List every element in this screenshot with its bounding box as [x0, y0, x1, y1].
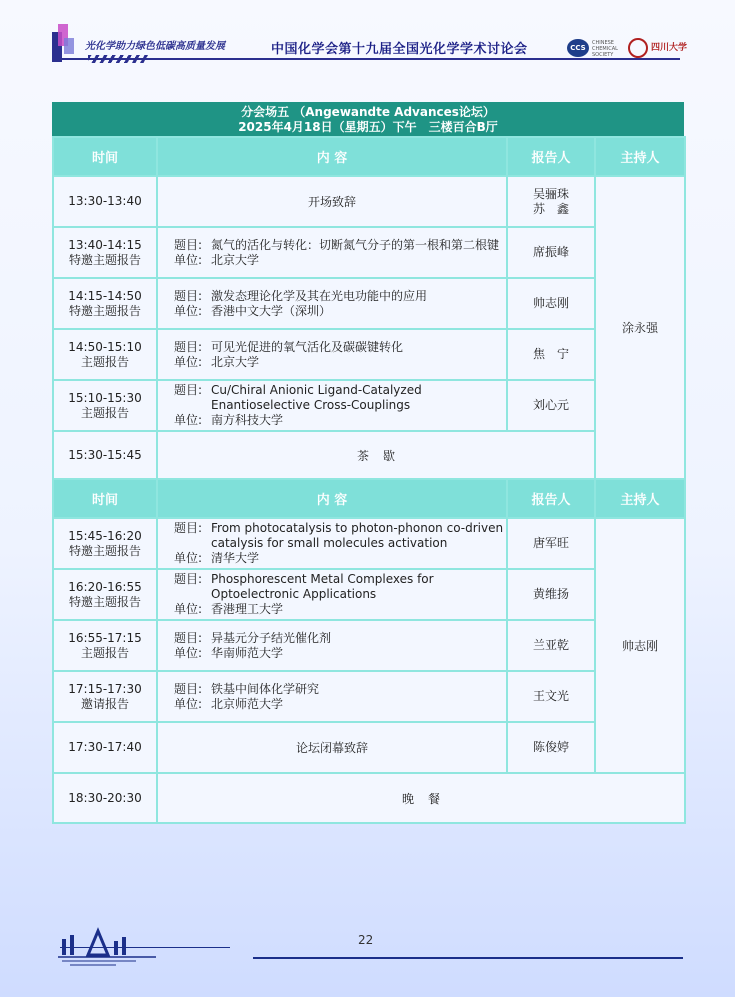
table-row — [53, 329, 685, 380]
speaker-cell: 黄维扬 — [507, 569, 595, 620]
talk-topic: 铁基中间体化学研究 — [211, 681, 320, 696]
col-speaker-header: 报告人 — [507, 137, 595, 176]
col-host-header: 主持人 — [595, 137, 685, 176]
col-content-header: 内 容 — [157, 479, 507, 518]
table-row — [53, 227, 685, 278]
speaker-cell: 王文光 — [507, 671, 595, 722]
session-title-line1: 分会场五 （Angewandte Advances论坛） — [241, 105, 495, 119]
time-cell: 15:45-16:20 特邀主题报告 — [53, 518, 157, 569]
content-cell: 题目: From photocatalysis to photon-phonon co-driven catalysis for small molecules activation 单位: 清华大学 — [157, 518, 507, 569]
footer-skyline-icon — [56, 925, 166, 967]
speaker-cell: 焦 宁 — [507, 329, 595, 380]
content-cell: 开场致辞 — [157, 176, 507, 227]
university-seal-icon — [628, 38, 648, 58]
table-header-row — [53, 479, 685, 518]
break-row — [53, 431, 685, 479]
session-title — [52, 102, 684, 136]
host-cell: 涂永强 — [595, 176, 685, 479]
content-cell: 题目: 异基元分子结光催化剂 单位: 华南师范大学 — [157, 620, 507, 671]
content-cell: 题目: Phosphorescent Metal Complexes for Optoelectronic Applications 单位: 香港理工大学 — [157, 569, 507, 620]
talk-unit: 北京大学 — [211, 252, 260, 267]
footer-rule-short — [60, 947, 230, 948]
talk-unit: 北京大学 — [211, 354, 260, 369]
speaker-cell: 刘心元 — [507, 380, 595, 431]
col-host-header: 主持人 — [595, 479, 685, 518]
time-cell: 16:20-16:55 特邀主题报告 — [53, 569, 157, 620]
time-cell: 13:40-14:15 特邀主题报告 — [53, 227, 157, 278]
time-cell: 15:10-15:30 主题报告 — [53, 380, 157, 431]
content-cell: 题目: 激发态理论化学及其在光电功能中的应用 单位: 香港中文大学（深圳） — [157, 278, 507, 329]
talk-topic: From photocatalysis to photon-phonon co-driven catalysis for small molecules activation — [211, 521, 504, 550]
talk-unit: 北京师范大学 — [211, 696, 284, 711]
talk-topic: Cu/Chiral Anionic Ligand-Catalyzed Enantioselective Cross-Couplings — [211, 383, 422, 412]
content-cell: 论坛闭幕致辞 — [157, 722, 507, 773]
header-stripes — [88, 55, 148, 63]
session-title-line2: 2025年4月18日（星期五）下午 三楼百合B厅 — [238, 120, 498, 134]
table-row — [53, 278, 685, 329]
col-time-header: 时间 — [53, 479, 157, 518]
ccs-logo-icon: CCS — [567, 39, 589, 57]
talk-unit: 清华大学 — [211, 551, 260, 565]
content-cell: 题目: 氮气的活化与转化：切断氮气分子的第一根和第二根键 单位: 北京大学 — [157, 227, 507, 278]
col-content-header: 内 容 — [157, 137, 507, 176]
talk-topic: 异基元分子结光催化剂 — [211, 630, 332, 645]
col-time-header: 时间 — [53, 137, 157, 176]
content-cell: 题目: 可见光促进的氧气活化及碳碳键转化 单位: 北京大学 — [157, 329, 507, 380]
talk-topic: 激发态理论化学及其在光电功能中的应用 — [211, 288, 428, 303]
talk-topic: 氮气的活化与转化：切断氮气分子的第一根和第二根键 — [211, 237, 500, 252]
time-cell: 14:15-14:50 特邀主题报告 — [53, 278, 157, 329]
speaker-cell: 兰亚乾 — [507, 620, 595, 671]
col-speaker-header: 报告人 — [507, 479, 595, 518]
content-cell: 题目: Cu/Chiral Anionic Ligand-Catalyzed Enantioselective Cross-Couplings 单位: 南方科技大学 — [157, 380, 507, 431]
ccs-logo-text: CHINESE CHEMICAL SOCIETY — [592, 40, 618, 58]
speaker-cell: 席振峰 — [507, 227, 595, 278]
time-cell: 17:15-17:30 邀请报告 — [53, 671, 157, 722]
table-row — [53, 380, 685, 431]
host-cell: 帅志刚 — [595, 518, 685, 773]
time-cell: 13:30-13:40 — [53, 176, 157, 227]
header-title: 中国化学会第十九届全国光化学学术讨论会 — [271, 42, 528, 57]
page-header — [0, 0, 735, 80]
university-logo-text: 四川大学 — [651, 43, 688, 53]
talk-unit: 南方科技大学 — [211, 413, 284, 427]
table-row — [53, 722, 685, 773]
talk-unit: 华南师范大学 — [211, 645, 284, 660]
break-cell: 茶歇 — [157, 431, 595, 479]
page-number: 22 — [358, 933, 374, 947]
content-cell: 题目: 铁基中间体化学研究 单位: 北京师范大学 — [157, 671, 507, 722]
table-row — [53, 518, 685, 569]
speaker-cell: 陈俊婷 — [507, 722, 595, 773]
talk-topic: 可见光促进的氧气活化及碳碳键转化 — [211, 339, 404, 354]
speaker-cell: 唐军旺 — [507, 518, 595, 569]
table-row — [53, 176, 685, 227]
table-row — [53, 569, 685, 620]
table-row — [53, 671, 685, 722]
talk-unit: 香港理工大学 — [211, 602, 284, 616]
time-cell: 15:30-15:45 — [53, 431, 157, 479]
schedule-table — [52, 136, 686, 824]
speaker-cell: 吴骊珠 苏 鑫 — [507, 176, 595, 227]
time-cell: 14:50-15:10 主题报告 — [53, 329, 157, 380]
schedule-block — [52, 102, 684, 824]
talk-unit: 香港中文大学（深圳） — [211, 303, 332, 318]
table-row — [53, 620, 685, 671]
dinner-row — [53, 773, 685, 823]
footer-rule — [253, 957, 683, 959]
talk-topic: Phosphorescent Metal Complexes for Optoelectronic Applications — [211, 572, 434, 601]
header-slogan: 光化学助力绿色低碳高质量发展 — [85, 41, 225, 52]
time-cell: 16:55-17:15 主题报告 — [53, 620, 157, 671]
table-header-row — [53, 137, 685, 176]
header-rule — [60, 58, 680, 60]
speaker-cell: 帅志刚 — [507, 278, 595, 329]
time-cell: 17:30-17:40 — [53, 722, 157, 773]
time-cell: 18:30-20:30 — [53, 773, 157, 823]
dinner-cell: 晚餐 — [157, 773, 685, 823]
